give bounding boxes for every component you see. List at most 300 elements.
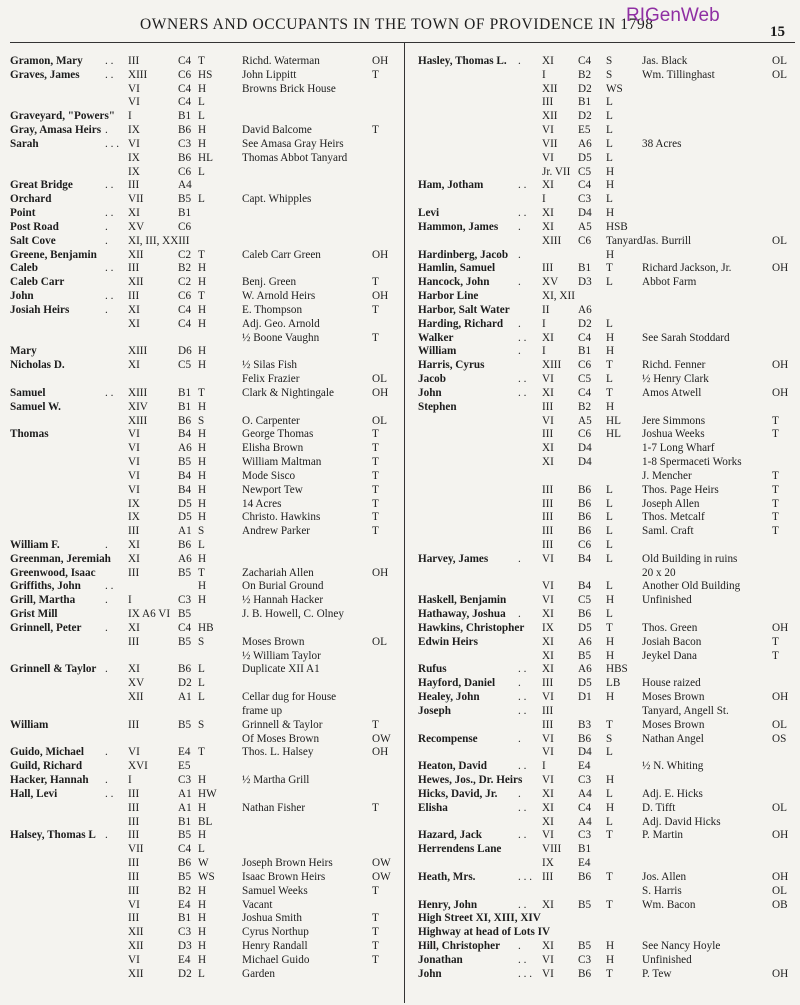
entry-row: [10, 871, 405, 885]
plat-number: XI: [542, 220, 554, 233]
plat-number: XIV: [128, 400, 148, 413]
lot-code: C5: [178, 359, 192, 372]
entry-row: [10, 760, 405, 774]
leader-dots: . .: [518, 373, 527, 386]
plat-number: XI, XII: [542, 290, 575, 303]
building-code: L: [606, 276, 613, 289]
building-code: L: [198, 96, 205, 109]
lot-code: A6: [578, 635, 592, 648]
occupant-name: P. Martin: [642, 829, 684, 842]
entry-row: [10, 498, 405, 512]
building-code: H: [198, 317, 207, 330]
plat-number: IX: [128, 165, 140, 178]
building-code: L: [606, 608, 613, 621]
entry-name: Gray, Amasa Heirs: [10, 124, 102, 137]
entry-name: Hammon, James: [418, 220, 499, 233]
occupant-name: 14 Acres: [242, 497, 282, 510]
building-code: L: [198, 677, 205, 690]
entry-row: [410, 470, 800, 484]
occupant-name: On Burial Ground: [242, 580, 324, 593]
entry-row: [410, 843, 800, 857]
ownership-mark: T: [372, 276, 379, 289]
entry-name: High Street XI, XIII, XIV: [418, 912, 541, 925]
occupant-name: Michael Guido: [242, 953, 310, 966]
lot-code: D3: [178, 940, 192, 952]
building-code: S: [198, 414, 205, 427]
lot-code: D5: [578, 621, 592, 634]
occupant-name: ½ Boone Vaughn: [242, 331, 320, 344]
plat-number: III: [542, 483, 554, 496]
lot-code: C6: [578, 359, 592, 372]
lot-code: D6: [178, 345, 192, 358]
entry-name: Hall, Levi: [10, 787, 58, 800]
occupant-name: Jere Simmons: [642, 414, 706, 427]
entry-row: [410, 262, 800, 276]
occupant-name: Amos Atwell: [642, 386, 702, 399]
lot-code: B1: [178, 912, 192, 925]
plat-number: VI: [542, 124, 554, 137]
occupant-name: John Lippitt: [242, 68, 297, 81]
leader-dots: . .: [518, 829, 527, 842]
lot-code: D5: [578, 151, 592, 164]
lot-code: C4: [178, 621, 192, 634]
building-code: L: [606, 317, 613, 330]
ownership-mark: T: [372, 456, 379, 469]
building-code: WS: [606, 82, 623, 95]
occupant-name: Vacant: [242, 898, 273, 911]
entry-row: [10, 705, 405, 719]
lot-code: B6: [178, 151, 192, 164]
left-column: [10, 55, 405, 1000]
leader-dots: .: [105, 220, 108, 233]
ownership-mark: OH: [372, 55, 389, 67]
entry-name: Hicks, David, Jr.: [418, 787, 498, 800]
lot-code: A1: [178, 691, 192, 704]
leader-dots: . .: [518, 704, 527, 717]
lot-code: E4: [578, 857, 591, 870]
plat-number: XIII: [542, 234, 562, 247]
plat-number: III: [128, 884, 140, 897]
building-code: T: [606, 898, 613, 911]
entry-name: Guido, Michael: [10, 746, 84, 759]
plat-number: XI: [128, 621, 140, 634]
building-code: HL: [606, 414, 621, 427]
ownership-mark: OH: [372, 248, 389, 261]
plat-number: I: [542, 68, 546, 81]
plat-number: III: [128, 857, 140, 870]
plat-number: XII: [128, 926, 144, 939]
ownership-mark: T: [372, 303, 379, 316]
plat-number: XI: [128, 552, 140, 565]
lot-code: C4: [178, 843, 192, 856]
plat-number: VI: [128, 456, 140, 469]
building-code: T: [198, 55, 205, 67]
entry-name: Jonathan: [418, 953, 463, 966]
leader-dots: .: [105, 594, 108, 607]
plat-number: IX: [128, 124, 140, 137]
entry-name: Ham, Jotham: [418, 179, 484, 192]
entry-row: [10, 373, 405, 387]
building-code: H: [198, 912, 207, 925]
entry-row: [10, 428, 405, 442]
entry-row: [10, 677, 405, 691]
entry-name: Henry, John: [418, 898, 478, 911]
plat-number: XI: [542, 207, 554, 220]
plat-number: VI: [542, 774, 554, 787]
entry-row: [410, 290, 800, 304]
occupant-name: Thos. Page Heirs: [642, 483, 719, 496]
occupant-name: Wm. Tillinghast: [642, 68, 715, 81]
ownership-mark: OL: [772, 68, 787, 81]
occupant-name: Tanyard, Angell St.: [642, 704, 729, 717]
lot-code: D2: [578, 317, 592, 330]
entry-row: [10, 484, 405, 498]
plat-number: III: [542, 262, 554, 275]
building-code: L: [198, 193, 205, 206]
lot-code: C4: [578, 331, 592, 344]
occupant-name: Jas. Burrill: [642, 234, 692, 247]
building-code: T: [606, 718, 613, 731]
plat-number: XII: [128, 691, 144, 704]
occupant-name: Browns Brick House: [242, 82, 336, 95]
entry-row: [10, 290, 405, 304]
lot-code: C4: [178, 303, 192, 316]
occupant-name: ½ Silas Fish: [242, 359, 298, 372]
plat-number: III: [128, 718, 140, 731]
entry-row: [10, 733, 405, 747]
entry-row: [410, 816, 800, 830]
lot-code: B3: [578, 718, 592, 731]
lot-code: D2: [178, 967, 192, 980]
lot-code: C3: [578, 829, 592, 842]
occupant-name: William Maltman: [242, 456, 322, 469]
lot-code: B5: [178, 829, 192, 842]
building-code: L: [606, 511, 613, 524]
occupant-name: Unfinished: [642, 953, 692, 966]
ownership-mark: T: [372, 483, 379, 496]
building-code: H: [198, 829, 207, 842]
occupant-name: Josiah Bacon: [642, 635, 702, 648]
lot-code: B2: [578, 68, 592, 81]
lot-code: B6: [178, 663, 192, 676]
entry-row: [10, 940, 405, 954]
plat-number: XI: [128, 303, 140, 316]
lot-code: B5: [578, 649, 592, 662]
lot-code: B6: [178, 124, 192, 137]
lot-code: C4: [578, 179, 592, 192]
occupant-name: Wm. Bacon: [642, 898, 696, 911]
ownership-mark: T: [372, 884, 379, 897]
occupant-name: Jas. Black: [642, 55, 688, 67]
ownership-mark: OL: [772, 801, 787, 814]
occupant-name: Jos. Allen: [642, 870, 687, 883]
building-code: Tanyard: [606, 234, 643, 247]
entry-row: [410, 484, 800, 498]
entry-row: [410, 415, 800, 429]
occupant-name: J. Mencher: [642, 469, 692, 482]
entry-row: [410, 829, 800, 843]
entry-row: [10, 138, 405, 152]
ownership-mark: OL: [772, 55, 787, 67]
leader-dots: .: [105, 829, 108, 842]
ownership-mark: T: [372, 801, 379, 814]
ownership-mark: T: [372, 940, 379, 952]
lot-code: C6: [178, 290, 192, 303]
plat-number: IX: [128, 511, 140, 524]
entry-row: [10, 885, 405, 899]
leader-dots: . .: [105, 55, 114, 67]
plat-number: VI: [542, 732, 554, 745]
building-code: L: [606, 96, 613, 109]
building-code: T: [198, 386, 205, 399]
entry-row: [10, 276, 405, 290]
occupant-name: Another Old Building: [642, 580, 741, 593]
building-code: HS: [198, 68, 213, 81]
entry-row: [410, 968, 800, 982]
occupant-name: Nathan Fisher: [242, 801, 306, 814]
entry-name: Harding, Richard: [418, 317, 504, 330]
ownership-mark: T: [772, 649, 779, 662]
plat-number: VI: [542, 967, 554, 980]
plat-number: III: [542, 704, 554, 717]
entry-row: [10, 401, 405, 415]
building-code: L: [198, 110, 205, 123]
lot-code: C5: [578, 594, 592, 607]
ownership-mark: T: [372, 428, 379, 441]
occupant-name: See Sarah Stoddard: [642, 331, 730, 344]
plat-number: III: [542, 96, 554, 109]
building-code: H: [198, 359, 207, 372]
occupant-name: Andrew Parker: [242, 525, 311, 538]
header-rule: [10, 42, 795, 43]
leader-dots: . .: [518, 179, 527, 192]
building-code: H: [198, 940, 207, 952]
lot-code: D5: [578, 677, 592, 690]
building-code: HW: [198, 787, 217, 800]
lot-code: E4: [578, 760, 591, 773]
occupant-name: Clark & Nightingale: [242, 386, 334, 399]
plat-number: VI: [542, 414, 554, 427]
leader-dots: .: [105, 303, 108, 316]
plat-number: XI: [542, 898, 554, 911]
plat-number: XI: [542, 649, 554, 662]
plat-number: XII: [128, 276, 144, 289]
building-code: H: [606, 953, 615, 966]
leader-dots: . . .: [518, 967, 532, 980]
occupant-name: Thos. Metcalf: [642, 511, 705, 524]
entry-row: [410, 622, 800, 636]
building-code: H: [606, 331, 615, 344]
lot-code: B5: [178, 870, 192, 883]
ownership-mark: OL: [372, 635, 387, 648]
leader-dots: .: [518, 732, 521, 745]
building-code: LB: [606, 677, 621, 690]
page-number: 15: [770, 24, 785, 40]
building-code: L: [606, 373, 613, 386]
building-code: T: [606, 262, 613, 275]
ownership-mark: OH: [772, 870, 789, 883]
plat-number: III: [128, 525, 140, 538]
entry-row: [410, 249, 800, 263]
entry-row: [410, 498, 800, 512]
entry-row: [410, 69, 800, 83]
occupant-name: Henry Randall: [242, 940, 308, 952]
leader-dots: .: [105, 663, 108, 676]
leader-dots: . .: [518, 331, 527, 344]
plat-number: III: [542, 538, 554, 551]
lot-code: A1: [178, 801, 192, 814]
building-code: H: [198, 303, 207, 316]
building-code: H: [606, 774, 615, 787]
entry-name: Haskell, Benjamin: [418, 594, 507, 607]
plat-number: XI: [542, 815, 554, 828]
occupant-name: Christo. Hawkins: [242, 511, 321, 524]
plat-number: III: [542, 400, 554, 413]
occupant-name: See Nancy Hoyle: [642, 940, 721, 952]
plat-number: IX: [128, 497, 140, 510]
entry-name: Graves, James: [10, 68, 80, 81]
ownership-mark: OL: [772, 884, 787, 897]
building-code: T: [606, 359, 613, 372]
occupant-name: ½ William Taylor: [242, 649, 321, 662]
ownership-mark: OS: [772, 732, 787, 745]
plat-number: VI: [542, 829, 554, 842]
lot-code: B2: [178, 884, 192, 897]
building-code: T: [606, 386, 613, 399]
ownership-mark: OW: [372, 857, 391, 870]
ownership-mark: T: [372, 442, 379, 455]
entry-name: Gramon, Mary: [10, 55, 83, 67]
leader-dots: . . .: [518, 870, 532, 883]
occupant-name: See Amasa Gray Heirs: [242, 137, 344, 150]
ownership-mark: T: [372, 331, 379, 344]
plat-number: VI: [128, 137, 140, 150]
occupant-name: 1-7 Long Wharf: [642, 442, 715, 455]
building-code: H: [198, 400, 207, 413]
building-code: H: [606, 400, 615, 413]
occupant-name: Adj. David Hicks: [642, 815, 721, 828]
entry-row: [10, 221, 405, 235]
plat-number: IX A6 VI: [128, 608, 171, 621]
lot-code: E4: [178, 953, 191, 966]
ownership-mark: OW: [372, 732, 391, 745]
occupant-name: Old Building in ruins: [642, 552, 738, 565]
building-code: L: [606, 538, 613, 551]
lot-code: D5: [178, 511, 192, 524]
entry-row: [10, 124, 405, 138]
building-code: H: [606, 594, 615, 607]
ownership-mark: OH: [772, 262, 789, 275]
plat-number: XII: [128, 940, 144, 952]
plat-number: VI: [542, 594, 554, 607]
entry-row: [410, 733, 800, 747]
occupant-name: David Balcome: [242, 124, 312, 137]
entry-name: Samuel: [10, 386, 46, 399]
occupant-name: Adj. Geo. Arnold: [242, 317, 320, 330]
entry-row: [10, 539, 405, 553]
building-code: T: [606, 829, 613, 842]
lot-code: E4: [178, 746, 191, 759]
lot-code: D4: [578, 207, 592, 220]
ownership-mark: OB: [772, 898, 788, 911]
occupant-name: Abbot Farm: [642, 276, 697, 289]
leader-dots: . .: [105, 207, 114, 220]
leader-dots: .: [518, 276, 521, 289]
building-code: H: [198, 801, 207, 814]
plat-number: VI: [542, 373, 554, 386]
leader-dots: . . .: [105, 137, 119, 150]
plat-number: IX: [542, 621, 554, 634]
plat-number: XI: [128, 663, 140, 676]
entry-name: William: [418, 345, 457, 358]
ownership-mark: OH: [772, 386, 789, 399]
entry-row: [410, 124, 800, 138]
plat-number: III: [542, 677, 554, 690]
entry-row: [410, 774, 800, 788]
lot-code: B1: [178, 110, 192, 123]
entry-row: [410, 926, 800, 940]
lot-code: B2: [178, 262, 192, 275]
lot-code: C3: [578, 953, 592, 966]
plat-number: XVI: [128, 760, 148, 773]
lot-code: C3: [178, 137, 192, 150]
entry-row: [410, 788, 800, 802]
lot-code: C3: [178, 926, 192, 939]
plat-number: XII: [128, 248, 144, 261]
lot-code: B1: [578, 96, 592, 109]
lot-code: C2: [178, 248, 192, 261]
lot-code: B6: [178, 857, 192, 870]
plat-number: III: [128, 870, 140, 883]
plat-number: VI: [542, 953, 554, 966]
lot-code: E5: [178, 760, 191, 773]
entry-row: [10, 456, 405, 470]
entry-row: [410, 802, 800, 816]
ownership-mark: OL: [772, 718, 787, 731]
plat-number: III: [542, 511, 554, 524]
building-code: H: [198, 552, 207, 565]
entry-row: [410, 650, 800, 664]
lot-code: B1: [578, 843, 592, 856]
occupant-name: Moses Brown: [642, 718, 705, 731]
plat-number: III: [128, 635, 140, 648]
entry-row: [410, 207, 800, 221]
plat-number: XI: [542, 787, 554, 800]
lot-code: A5: [578, 414, 592, 427]
entry-row: [410, 553, 800, 567]
entry-row: [10, 567, 405, 581]
building-code: L: [198, 663, 205, 676]
plat-number: XV: [128, 220, 145, 233]
entry-name: Hancock, John: [418, 276, 490, 289]
plat-number: VII: [128, 843, 144, 856]
ownership-mark: T: [772, 428, 779, 441]
entry-name: Hamlin, Samuel: [418, 262, 496, 275]
entry-row: [410, 525, 800, 539]
entry-row: [410, 387, 800, 401]
building-code: H: [606, 635, 615, 648]
plat-number: IX: [542, 857, 554, 870]
entry-row: [10, 345, 405, 359]
ownership-mark: T: [372, 926, 379, 939]
building-code: S: [198, 718, 205, 731]
building-code: L: [606, 124, 613, 137]
lot-code: D1: [578, 691, 592, 704]
entry-name: Herrendens Lane: [418, 843, 502, 856]
entry-row: [410, 456, 800, 470]
plat-number: XI: [128, 538, 140, 551]
plat-number: XV: [542, 276, 559, 289]
